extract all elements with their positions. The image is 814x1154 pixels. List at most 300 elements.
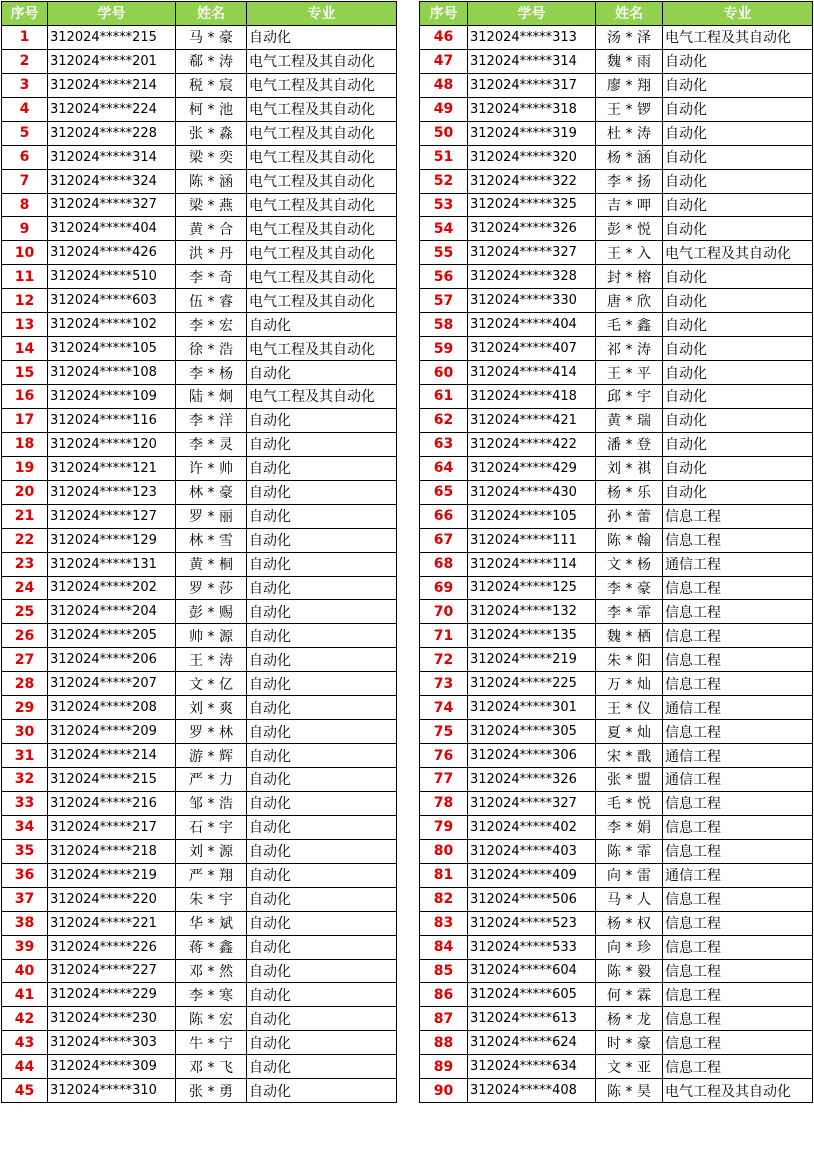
row-seq: 13 — [2, 313, 48, 337]
row-seq: 66 — [420, 504, 468, 528]
row-major: 信息工程 — [663, 791, 813, 815]
row-name: 唐 * 欣 — [596, 289, 663, 313]
row-student-id: 312024*****218 — [48, 839, 176, 863]
table-row — [2, 791, 397, 815]
row-major: 自动化 — [663, 385, 813, 409]
table-row — [2, 289, 397, 313]
row-student-id: 312024*****322 — [468, 169, 596, 193]
row-name: 陈 * 宏 — [176, 1007, 247, 1031]
row-student-id: 312024*****227 — [48, 959, 176, 983]
row-student-id: 312024*****217 — [48, 815, 176, 839]
row-seq: 60 — [420, 361, 468, 385]
row-name: 刘 * 源 — [176, 839, 247, 863]
row-seq: 40 — [2, 959, 48, 983]
row-seq: 90 — [420, 1079, 468, 1103]
row-student-id: 312024*****306 — [468, 744, 596, 768]
roster-table-left — [1, 1, 397, 1103]
row-major: 自动化 — [247, 361, 397, 385]
table-row — [2, 815, 397, 839]
table-row — [2, 528, 397, 552]
table-row — [420, 145, 813, 169]
row-name: 罗 * 莎 — [176, 576, 247, 600]
row-name: 王 * 涛 — [176, 648, 247, 672]
row-seq: 29 — [2, 696, 48, 720]
row-student-id: 312024*****207 — [48, 672, 176, 696]
row-student-id: 312024*****105 — [468, 504, 596, 528]
table-row — [420, 432, 813, 456]
table-row — [2, 313, 397, 337]
row-seq: 68 — [420, 552, 468, 576]
table-row — [420, 791, 813, 815]
row-name: 朱 * 阳 — [596, 648, 663, 672]
row-major: 自动化 — [247, 552, 397, 576]
row-student-id: 312024*****404 — [48, 217, 176, 241]
row-student-id: 312024*****114 — [468, 552, 596, 576]
table-row — [2, 552, 397, 576]
table-row — [420, 480, 813, 504]
row-major: 自动化 — [663, 97, 813, 121]
row-student-id: 312024*****228 — [48, 121, 176, 145]
row-name: 林 * 豪 — [176, 480, 247, 504]
row-major: 自动化 — [663, 361, 813, 385]
row-student-id: 312024*****125 — [468, 576, 596, 600]
row-student-id: 312024*****414 — [468, 361, 596, 385]
row-major: 电气工程及其自动化 — [247, 241, 397, 265]
row-student-id: 312024*****313 — [468, 25, 596, 49]
row-seq: 35 — [2, 839, 48, 863]
row-seq: 16 — [2, 385, 48, 409]
row-student-id: 312024*****204 — [48, 600, 176, 624]
row-major: 自动化 — [247, 1055, 397, 1079]
row-seq: 38 — [2, 911, 48, 935]
row-name: 宋 * 戬 — [596, 744, 663, 768]
row-name: 罗 * 林 — [176, 720, 247, 744]
row-seq: 50 — [420, 121, 468, 145]
row-major: 自动化 — [663, 73, 813, 97]
row-seq: 83 — [420, 911, 468, 935]
row-major: 自动化 — [247, 408, 397, 432]
row-seq: 1 — [2, 25, 48, 49]
row-major: 自动化 — [247, 959, 397, 983]
table-row — [420, 217, 813, 241]
row-major: 自动化 — [247, 1079, 397, 1103]
row-seq: 32 — [2, 768, 48, 792]
row-major: 信息工程 — [663, 648, 813, 672]
row-seq: 58 — [420, 313, 468, 337]
table-row — [2, 169, 397, 193]
row-seq: 75 — [420, 720, 468, 744]
table-row — [2, 97, 397, 121]
row-major: 自动化 — [663, 121, 813, 145]
row-major: 信息工程 — [663, 1055, 813, 1079]
table-row — [420, 552, 813, 576]
row-name: 李 * 杨 — [176, 361, 247, 385]
row-student-id: 312024*****309 — [48, 1055, 176, 1079]
row-major: 电气工程及其自动化 — [663, 25, 813, 49]
row-seq: 27 — [2, 648, 48, 672]
row-student-id: 312024*****120 — [48, 432, 176, 456]
table-row — [420, 97, 813, 121]
row-student-id: 312024*****132 — [468, 600, 596, 624]
row-major: 电气工程及其自动化 — [247, 193, 397, 217]
row-student-id: 312024*****123 — [48, 480, 176, 504]
row-student-id: 312024*****135 — [468, 624, 596, 648]
row-name: 王 * 仪 — [596, 696, 663, 720]
row-seq: 67 — [420, 528, 468, 552]
table-row — [420, 289, 813, 313]
row-name: 邓 * 飞 — [176, 1055, 247, 1079]
row-major: 电气工程及其自动化 — [663, 1079, 813, 1103]
table-row — [2, 73, 397, 97]
row-name: 彭 * 悦 — [596, 217, 663, 241]
row-major: 自动化 — [663, 337, 813, 361]
row-seq: 20 — [2, 480, 48, 504]
row-name: 杨 * 涵 — [596, 145, 663, 169]
row-student-id: 312024*****205 — [48, 624, 176, 648]
row-name: 税 * 宸 — [176, 73, 247, 97]
row-student-id: 312024*****506 — [468, 887, 596, 911]
table-row — [420, 193, 813, 217]
table-row — [420, 121, 813, 145]
row-name: 文 * 亚 — [596, 1055, 663, 1079]
row-seq: 84 — [420, 935, 468, 959]
row-name: 李 * 扬 — [596, 169, 663, 193]
row-major: 信息工程 — [663, 911, 813, 935]
row-major: 信息工程 — [663, 1007, 813, 1031]
row-seq: 14 — [2, 337, 48, 361]
row-student-id: 312024*****303 — [48, 1031, 176, 1055]
table-row — [2, 672, 397, 696]
row-student-id: 312024*****327 — [48, 193, 176, 217]
table-row — [420, 49, 813, 73]
row-major: 电气工程及其自动化 — [663, 241, 813, 265]
row-name: 潘 * 登 — [596, 432, 663, 456]
row-seq: 70 — [420, 600, 468, 624]
row-major: 自动化 — [247, 1007, 397, 1031]
row-name: 李 * 娟 — [596, 815, 663, 839]
row-major: 自动化 — [247, 791, 397, 815]
row-student-id: 312024*****421 — [468, 408, 596, 432]
row-student-id: 312024*****226 — [48, 935, 176, 959]
row-student-id: 312024*****219 — [468, 648, 596, 672]
row-major: 电气工程及其自动化 — [247, 265, 397, 289]
row-major: 信息工程 — [663, 1031, 813, 1055]
row-major: 信息工程 — [663, 959, 813, 983]
row-student-id: 312024*****320 — [468, 145, 596, 169]
row-student-id: 312024*****202 — [48, 576, 176, 600]
table-row — [420, 25, 813, 49]
row-student-id: 312024*****224 — [48, 97, 176, 121]
table-row — [420, 887, 813, 911]
row-student-id: 312024*****328 — [468, 265, 596, 289]
row-student-id: 312024*****216 — [48, 791, 176, 815]
row-major: 信息工程 — [663, 528, 813, 552]
row-student-id: 312024*****429 — [468, 456, 596, 480]
row-name: 邓 * 然 — [176, 959, 247, 983]
table-row — [420, 720, 813, 744]
row-name: 许 * 帅 — [176, 456, 247, 480]
table-row — [2, 1079, 397, 1103]
row-seq: 49 — [420, 97, 468, 121]
row-student-id: 312024*****327 — [468, 791, 596, 815]
row-major: 自动化 — [247, 504, 397, 528]
table-row — [2, 193, 397, 217]
row-student-id: 312024*****404 — [468, 313, 596, 337]
row-name: 伍 * 睿 — [176, 289, 247, 313]
row-major: 信息工程 — [663, 576, 813, 600]
row-major: 电气工程及其自动化 — [247, 97, 397, 121]
row-seq: 7 — [2, 169, 48, 193]
row-major: 电气工程及其自动化 — [247, 73, 397, 97]
row-name: 向 * 珍 — [596, 935, 663, 959]
row-name: 邱 * 宇 — [596, 385, 663, 409]
row-major: 自动化 — [247, 600, 397, 624]
row-major: 自动化 — [663, 217, 813, 241]
table-row — [2, 696, 397, 720]
row-name: 吉 * 呷 — [596, 193, 663, 217]
table-row — [420, 576, 813, 600]
row-name: 邹 * 浩 — [176, 791, 247, 815]
row-student-id: 312024*****418 — [468, 385, 596, 409]
row-seq: 79 — [420, 815, 468, 839]
row-student-id: 312024*****206 — [48, 648, 176, 672]
row-seq: 73 — [420, 672, 468, 696]
table-row — [2, 959, 397, 983]
row-major: 电气工程及其自动化 — [247, 289, 397, 313]
table-row — [420, 863, 813, 887]
row-name: 时 * 豪 — [596, 1031, 663, 1055]
row-major: 自动化 — [247, 25, 397, 49]
row-name: 梁 * 燕 — [176, 193, 247, 217]
row-seq: 80 — [420, 839, 468, 863]
row-major: 通信工程 — [663, 552, 813, 576]
row-seq: 61 — [420, 385, 468, 409]
table-row — [420, 313, 813, 337]
row-seq: 62 — [420, 408, 468, 432]
table-row — [2, 337, 397, 361]
header-row — [420, 2, 813, 26]
row-student-id: 312024*****604 — [468, 959, 596, 983]
row-seq: 69 — [420, 576, 468, 600]
table-row — [420, 1031, 813, 1055]
table-row — [420, 73, 813, 97]
row-name: 蒋 * 鑫 — [176, 935, 247, 959]
row-seq: 57 — [420, 289, 468, 313]
row-name: 张 * 淼 — [176, 121, 247, 145]
row-name: 向 * 雷 — [596, 863, 663, 887]
row-seq: 12 — [2, 289, 48, 313]
row-student-id: 312024*****219 — [48, 863, 176, 887]
row-name: 杨 * 权 — [596, 911, 663, 935]
table-row — [2, 576, 397, 600]
row-major: 信息工程 — [663, 983, 813, 1007]
row-major: 自动化 — [247, 935, 397, 959]
table-row — [420, 361, 813, 385]
table-row — [2, 648, 397, 672]
table-row — [420, 768, 813, 792]
row-seq: 88 — [420, 1031, 468, 1055]
table-row — [420, 528, 813, 552]
row-major: 电气工程及其自动化 — [247, 337, 397, 361]
row-name: 魏 * 雨 — [596, 49, 663, 73]
row-seq: 52 — [420, 169, 468, 193]
row-seq: 39 — [2, 935, 48, 959]
row-major: 自动化 — [663, 480, 813, 504]
row-name: 郗 * 涛 — [176, 49, 247, 73]
row-major: 自动化 — [247, 863, 397, 887]
row-student-id: 312024*****319 — [468, 121, 596, 145]
row-student-id: 312024*****108 — [48, 361, 176, 385]
row-seq: 72 — [420, 648, 468, 672]
table-row — [2, 911, 397, 935]
roster-table-right — [419, 1, 813, 1103]
row-name: 文 * 杨 — [596, 552, 663, 576]
row-student-id: 312024*****215 — [48, 25, 176, 49]
row-name: 夏 * 灿 — [596, 720, 663, 744]
row-student-id: 312024*****314 — [48, 145, 176, 169]
row-major: 信息工程 — [663, 935, 813, 959]
table-row — [2, 408, 397, 432]
row-seq: 36 — [2, 863, 48, 887]
row-major: 信息工程 — [663, 815, 813, 839]
row-major: 自动化 — [663, 145, 813, 169]
row-name: 华 * 斌 — [176, 911, 247, 935]
row-name: 彭 * 赐 — [176, 600, 247, 624]
row-name: 杨 * 乐 — [596, 480, 663, 504]
row-name: 何 * 霖 — [596, 983, 663, 1007]
row-name: 林 * 雪 — [176, 528, 247, 552]
row-name: 李 * 霏 — [596, 600, 663, 624]
row-student-id: 312024*****301 — [468, 696, 596, 720]
row-student-id: 312024*****214 — [48, 73, 176, 97]
table-row — [2, 432, 397, 456]
row-name: 魏 * 栖 — [596, 624, 663, 648]
row-seq: 26 — [2, 624, 48, 648]
row-seq: 41 — [2, 983, 48, 1007]
row-name: 廖 * 翔 — [596, 73, 663, 97]
row-student-id: 312024*****402 — [468, 815, 596, 839]
table-row — [2, 49, 397, 73]
row-seq: 86 — [420, 983, 468, 1007]
row-seq: 33 — [2, 791, 48, 815]
row-student-id: 312024*****209 — [48, 720, 176, 744]
row-seq: 45 — [2, 1079, 48, 1103]
table-row — [420, 839, 813, 863]
row-name: 王 * 平 — [596, 361, 663, 385]
row-student-id: 312024*****326 — [468, 217, 596, 241]
table-row — [2, 839, 397, 863]
header-row — [2, 2, 397, 26]
row-major: 自动化 — [247, 911, 397, 935]
row-student-id: 312024*****317 — [468, 73, 596, 97]
row-seq: 11 — [2, 265, 48, 289]
row-major: 电气工程及其自动化 — [247, 49, 397, 73]
header-name: 姓名 — [596, 2, 663, 26]
row-seq: 54 — [420, 217, 468, 241]
row-name: 徐 * 浩 — [176, 337, 247, 361]
table-row — [420, 815, 813, 839]
row-major: 自动化 — [247, 528, 397, 552]
table-row — [2, 217, 397, 241]
table-row — [2, 265, 397, 289]
row-seq: 25 — [2, 600, 48, 624]
row-seq: 87 — [420, 1007, 468, 1031]
table-row — [420, 744, 813, 768]
row-name: 李 * 寒 — [176, 983, 247, 1007]
row-student-id: 312024*****523 — [468, 911, 596, 935]
row-name: 马 * 人 — [596, 887, 663, 911]
table-row — [420, 241, 813, 265]
row-major: 自动化 — [247, 744, 397, 768]
table-row — [2, 768, 397, 792]
row-name: 陈 * 涵 — [176, 169, 247, 193]
row-seq: 30 — [2, 720, 48, 744]
row-name: 祁 * 涛 — [596, 337, 663, 361]
row-seq: 19 — [2, 456, 48, 480]
row-major: 信息工程 — [663, 887, 813, 911]
row-student-id: 312024*****121 — [48, 456, 176, 480]
header-seq: 序号 — [2, 2, 48, 26]
row-seq: 42 — [2, 1007, 48, 1031]
row-student-id: 312024*****127 — [48, 504, 176, 528]
row-seq: 89 — [420, 1055, 468, 1079]
row-seq: 78 — [420, 791, 468, 815]
header-student-id: 学号 — [468, 2, 596, 26]
row-seq: 9 — [2, 217, 48, 241]
row-major: 自动化 — [247, 1031, 397, 1055]
row-seq: 17 — [2, 408, 48, 432]
row-seq: 74 — [420, 696, 468, 720]
row-major: 自动化 — [247, 815, 397, 839]
table-row — [2, 145, 397, 169]
row-major: 信息工程 — [663, 672, 813, 696]
row-student-id: 312024*****318 — [468, 97, 596, 121]
header-major: 专业 — [663, 2, 813, 26]
table-row — [420, 504, 813, 528]
row-student-id: 312024*****605 — [468, 983, 596, 1007]
row-name: 陈 * 翰 — [596, 528, 663, 552]
row-major: 自动化 — [247, 456, 397, 480]
row-student-id: 312024*****326 — [468, 768, 596, 792]
row-major: 自动化 — [663, 49, 813, 73]
row-major: 自动化 — [247, 432, 397, 456]
table-row — [420, 456, 813, 480]
row-student-id: 312024*****634 — [468, 1055, 596, 1079]
row-seq: 51 — [420, 145, 468, 169]
row-name: 刘 * 祺 — [596, 456, 663, 480]
header-seq: 序号 — [420, 2, 468, 26]
row-seq: 65 — [420, 480, 468, 504]
row-name: 黄 * 桐 — [176, 552, 247, 576]
row-major: 信息工程 — [663, 624, 813, 648]
row-major: 自动化 — [247, 983, 397, 1007]
row-seq: 23 — [2, 552, 48, 576]
row-name: 游 * 辉 — [176, 744, 247, 768]
row-student-id: 312024*****430 — [468, 480, 596, 504]
row-student-id: 312024*****624 — [468, 1031, 596, 1055]
table-row — [420, 672, 813, 696]
row-major: 自动化 — [247, 648, 397, 672]
row-seq: 3 — [2, 73, 48, 97]
table-row — [2, 863, 397, 887]
row-name: 帅 * 源 — [176, 624, 247, 648]
row-major: 通信工程 — [663, 768, 813, 792]
row-major: 自动化 — [663, 193, 813, 217]
row-name: 毛 * 鑫 — [596, 313, 663, 337]
table-row — [420, 337, 813, 361]
row-seq: 56 — [420, 265, 468, 289]
row-name: 马 * 豪 — [176, 25, 247, 49]
